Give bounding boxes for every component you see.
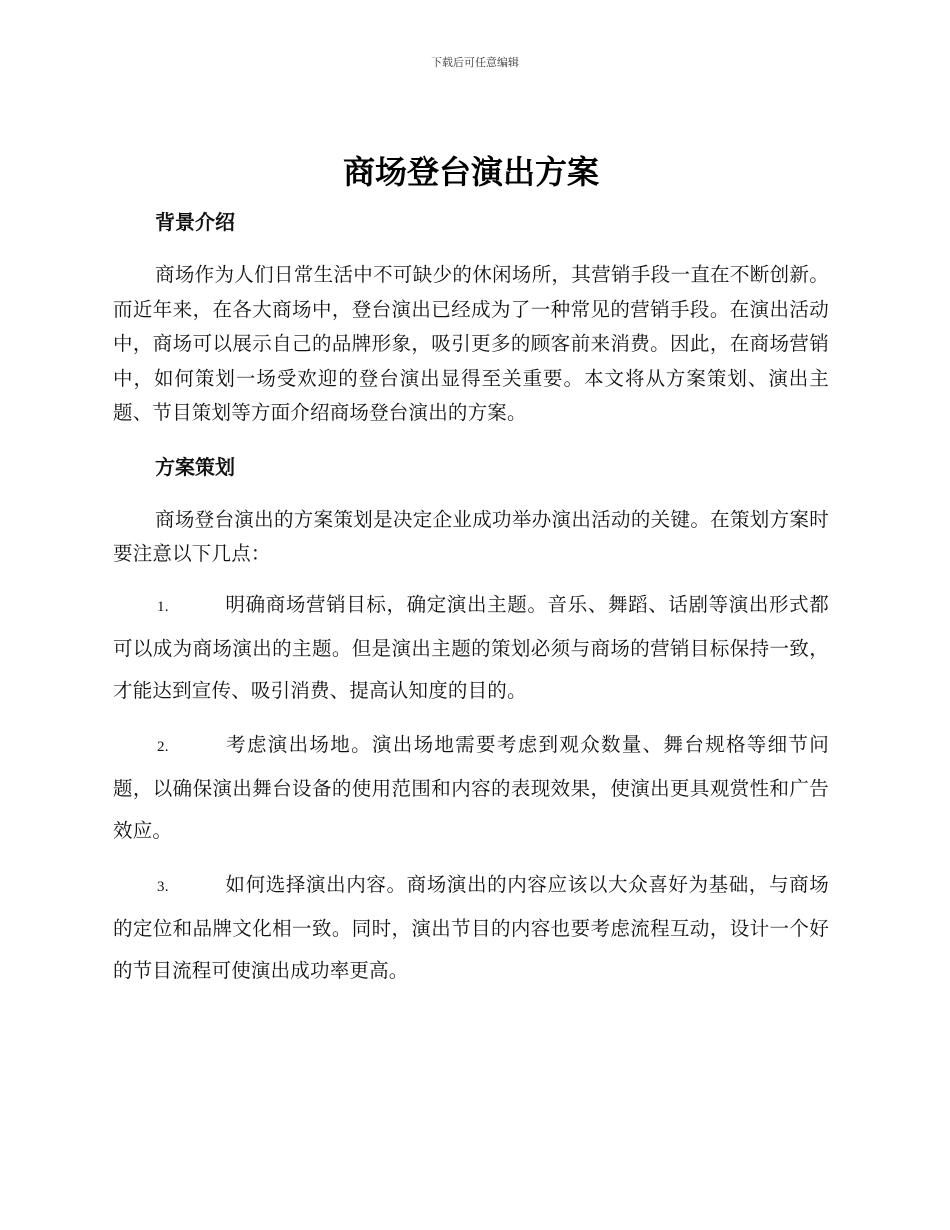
document-title: 商场登台演出方案: [342, 153, 599, 191]
header-note: 下载后可任意编辑: [431, 56, 519, 69]
list-item-number: 2.: [157, 738, 169, 755]
list-item-number: 1.: [157, 598, 169, 615]
list-item-text: 考虑演出场地。演出场地需要考虑到观众数量、舞台规格等细节问题，以确保演出舞台设备的使用范围和内容的表现效果，使演出更具观赏性和广告效应。: [113, 732, 829, 842]
list-item: [113, 724, 829, 852]
list-item-number: 3.: [157, 878, 169, 895]
section-paragraph-planning: 商场登台演出的方案策划是决定企业成功举办演出活动的关键。在策划方案时要注意以下几点：: [113, 507, 829, 565]
list-item-text: 如何选择演出内容。商场演出的内容应该以大众喜好为基础，与商场的定位和品牌文化相一致。同时，演出节目的内容也要考虑流程互动，设计一个好的节目流程可使演出成功率更高。: [113, 872, 829, 982]
list-item: [113, 864, 829, 992]
section-paragraph-background: 商场作为人们日常生活中不可缺少的休闲场所，其营销手段一直在不断创新。而近年来，在各大商场中，登台演出已经成为了一种常见的营销手段。在演出活动中，商场可以展示自己的品牌形象，吸引更多的顾客前来消费。因此，在商场营销中，如何策划一场受欢迎的登台演出显得至关重要。本文将从方案策划、演出主题、节目策划等方面介绍商场登台演出的方案。: [113, 263, 829, 424]
document-body: [113, 150, 829, 992]
list-item-text: 明确商场营销目标，确定演出主题。音乐、舞蹈、话剧等演出形式都可以成为商场演出的主题。但是演出主题的策划必须与商场的营销目标保持一致，才能达到宣传、吸引消费、提高认知度的目的。: [113, 592, 829, 702]
section-heading-background: 背景介绍: [155, 210, 235, 234]
section-heading-planning: 方案策划: [155, 454, 235, 479]
list-item: [113, 584, 829, 712]
